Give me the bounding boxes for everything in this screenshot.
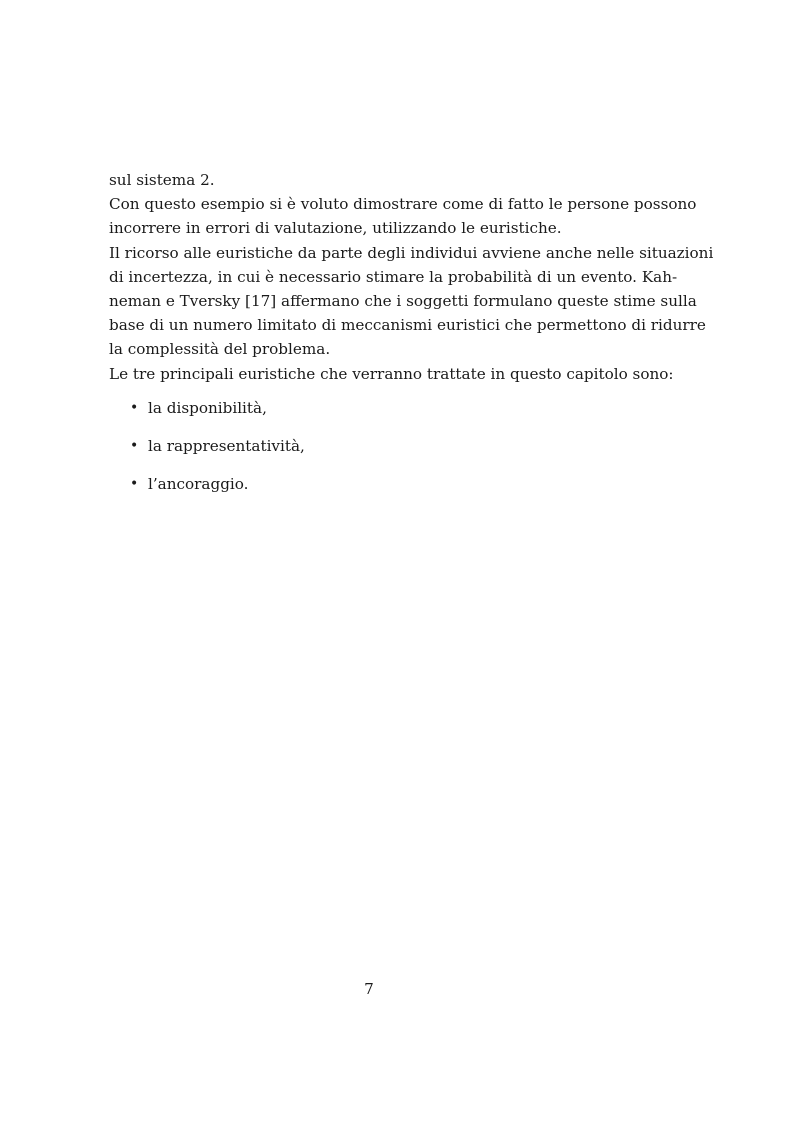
- paragraph-line: la complessità del problema.: [109, 340, 331, 359]
- body-text: [109, 168, 714, 386]
- page-number: 7: [364, 980, 374, 998]
- list-item-text: la rappresentatività,: [148, 437, 305, 455]
- paragraph-line: Il ricorso alle euristiche da parte degli individui avviene anche nelle situazioni: [109, 243, 714, 262]
- paragraph-line: incorrere in errori di valutazione, utilizzando le euristiche.: [109, 219, 562, 238]
- paragraph-line: sul sistema 2.: [109, 171, 215, 189]
- list-item: [130, 396, 305, 434]
- list-item-text: la disponibilità,: [148, 399, 267, 417]
- paragraph-line: di incertezza, in cui è necessario stimare la probabilità di un evento. Kah-: [109, 267, 678, 286]
- bullet-icon: •: [130, 438, 139, 454]
- bullet-icon: •: [130, 476, 139, 492]
- paragraph-line: Con questo esempio si è voluto dimostrare come di fatto le persone possono: [109, 195, 697, 214]
- paragraph-line: base di un numero limitato di meccanismi euristici che permettono di ridurre: [109, 316, 706, 335]
- paragraph-line: Le tre principali euristiche che verranno trattate in questo capitolo sono:: [109, 364, 674, 383]
- list-item: [130, 472, 305, 510]
- paragraph-line: neman e Tversky [17] affermano che i soggetti formulano queste stime sulla: [109, 292, 697, 311]
- list-item: [130, 434, 305, 472]
- heuristics-list: [130, 396, 305, 510]
- list-item-text: l’ancoraggio.: [148, 475, 249, 493]
- bullet-icon: •: [130, 400, 139, 416]
